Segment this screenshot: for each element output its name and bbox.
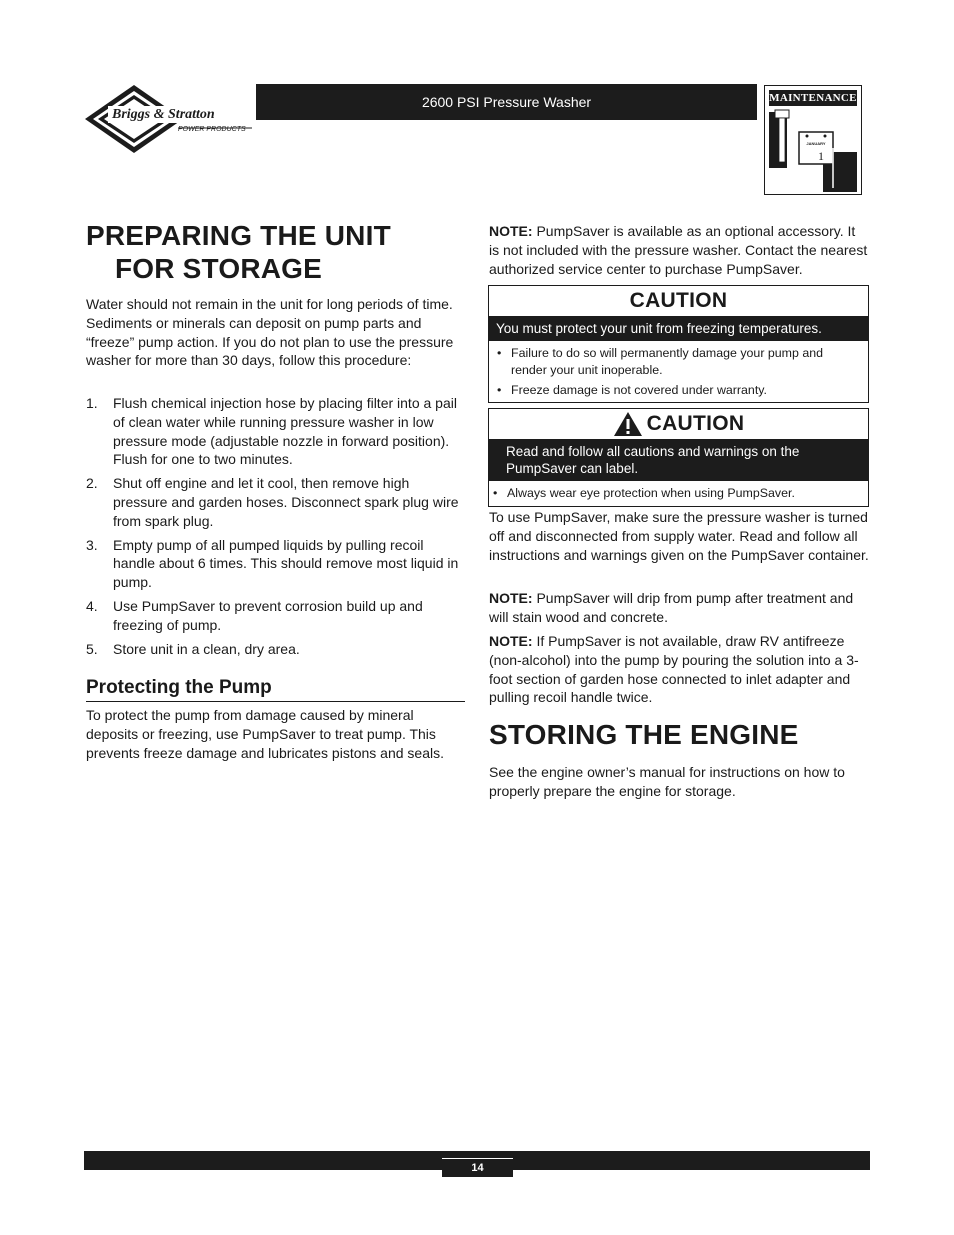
caution-heading: CAUTION: [646, 412, 745, 435]
caution-message: You must protect your unit from freezing temperatures.: [489, 316, 868, 341]
product-title: 2600 PSI Pressure Washer: [421, 94, 592, 110]
note-drip-stain: NOTE: PumpSaver will drip from pump after treatment and will stain wood and concrete.: [489, 590, 854, 625]
caution-bullet: • Freeze damage is not covered under warranty.: [497, 382, 860, 399]
note-label: NOTE:: [489, 590, 533, 606]
calendar-month: JANUARY: [806, 141, 826, 146]
note-rv-antifreeze: NOTE: If PumpSaver is not available, draw RV antifreeze (non-alcohol) into the pump by pouring the solution into a 3-foot section of garden hose connected to inlet adapter and pulling recoil handle twice.: [489, 633, 859, 706]
caution-box-freezing: [488, 285, 869, 403]
use-pumpsaver-paragraph: To use PumpSaver, make sure the pressure washer is turned off and disconnected from supply water. Read and follow all instructions and warnings given on the PumpSaver container.: [489, 509, 869, 563]
subheading-protecting-pump: Protecting the Pump: [86, 676, 465, 702]
step-item: 1. Flush chemical injection hose by placing filter into a pail of clean water while running pressure washer in low pressure mode (adjustable nozzle in forward position). Flush for one to two minutes.: [86, 395, 457, 468]
note-label: NOTE:: [489, 223, 533, 239]
maintenance-badge: [764, 85, 862, 195]
header-product-bar: [256, 84, 757, 120]
title-storing-engine: STORING THE ENGINE: [489, 719, 799, 750]
calendar-day: 1: [818, 149, 824, 163]
step-item: 4. Use PumpSaver to prevent corrosion build up and freezing of pump.: [86, 597, 423, 633]
storage-steps: [86, 394, 466, 663]
title-line-2: FOR STORAGE: [115, 253, 323, 284]
caution-heading-row: [489, 409, 868, 439]
page-number: 14: [471, 1162, 484, 1174]
caution-heading: CAUTION: [629, 289, 728, 312]
brand-name: Briggs & Stratton: [112, 107, 215, 122]
wrench-calendar-icon: [769, 108, 857, 192]
storing-engine-paragraph: See the engine owner’s manual for instructions on how to properly prepare the engine for storage.: [489, 764, 845, 799]
note-label: NOTE:: [489, 633, 533, 649]
title-line-1: PREPARING THE UNIT: [86, 220, 391, 251]
step-item: 5. Store unit in a clean, dry area.: [86, 640, 300, 657]
briggs-stratton-logo: [84, 84, 254, 154]
warning-triangle-icon: [613, 411, 643, 437]
caution-bullet: • Failure to do so will permanently damage your pump and render your unit inoperable.: [497, 345, 860, 378]
brand-subtitle: POWER PRODUCTS: [178, 126, 246, 133]
title-preparing-unit: [86, 219, 466, 285]
step-item: 2. Shut off engine and let it cool, then remove high pressure and garden hoses. Disconnect spark plug wire from spark plug.: [86, 475, 459, 529]
step-item: 3. Empty pump of all pumped liquids by pulling recoil handle about 6 times. This should remove most liquid in pump.: [86, 536, 459, 591]
caution-box-pumpsaver: [488, 408, 869, 507]
protecting-pump-paragraph: To protect the pump from damage caused by mineral deposits or freezing, use PumpSaver to treat pump. This prevents freeze damage and lubricates pistons and seals.: [86, 707, 444, 761]
page-number-tab: [442, 1151, 513, 1177]
maintenance-label: MAINTENANCE: [769, 92, 857, 104]
note-optional-accessory: NOTE: PumpSaver is available as an optional accessory. It is not included with the pressure washer. Contact the nearest authorized service center to purchase PumpSaver.: [489, 223, 868, 277]
caution-bullet: • Always wear eye protection when using PumpSaver.: [493, 485, 860, 502]
caution-message: Read and follow all cautions and warnings on the PumpSaver can label.: [489, 439, 868, 481]
intro-paragraph: Water should not remain in the unit for long periods of time. Sediments or minerals can deposit on pump parts and “freeze” pump action. If you do not plan to use the pressure washer for more than 30 days, follow this procedure:: [86, 296, 454, 369]
